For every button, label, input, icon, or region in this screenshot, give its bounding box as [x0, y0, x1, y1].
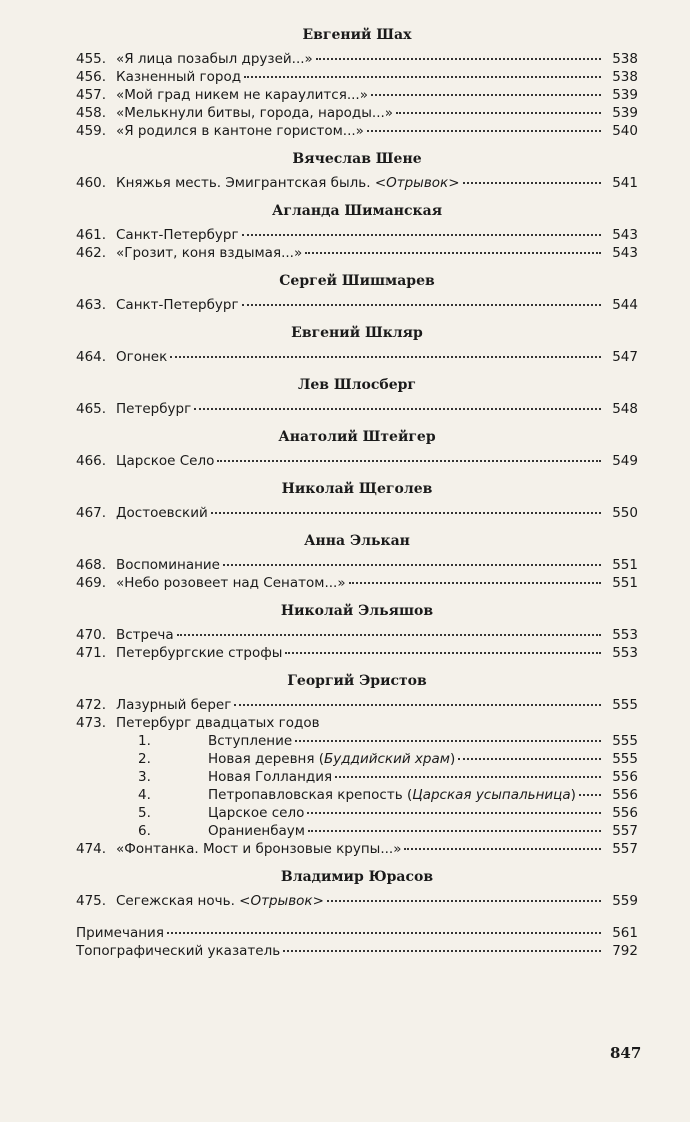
entry-number: 1.	[138, 733, 151, 749]
author-heading: Владимир Юрасов	[280, 869, 434, 885]
entry-number: 468.	[76, 557, 107, 573]
entry-page: 551	[612, 557, 638, 573]
toc-entry	[76, 296, 638, 314]
dot-leader	[579, 794, 601, 796]
entry-title	[116, 556, 220, 574]
entry-title	[116, 104, 393, 122]
entry-title-text: Вступление	[208, 733, 293, 749]
dot-leader	[217, 460, 601, 462]
dot-leader	[308, 830, 601, 832]
dot-leader	[244, 76, 601, 78]
author-heading: Николай Щеголев	[281, 481, 433, 497]
dot-leader	[367, 130, 601, 132]
entry-page: 556	[612, 805, 638, 821]
entry-page: 543	[612, 227, 638, 243]
dot-leader	[305, 252, 601, 254]
entry-title	[116, 644, 282, 662]
entry-title-text: «Я родился в кантоне гористом...»	[116, 123, 364, 139]
entry-page: 550	[612, 505, 638, 521]
dot-leader	[223, 564, 601, 566]
entry-number: 456.	[76, 69, 107, 85]
dot-leader	[285, 652, 601, 654]
entry-page: 544	[612, 297, 638, 313]
entry-title	[116, 50, 313, 68]
entry-page: 540	[612, 123, 638, 139]
entry-title-italic: Буддийский храм	[324, 751, 450, 767]
toc-subentry	[76, 804, 638, 822]
entry-page: 551	[612, 575, 638, 591]
toc-entry	[76, 50, 638, 68]
toc-entry	[76, 452, 638, 470]
entry-number: 466.	[76, 453, 107, 469]
entry-title-text: Воспоминание	[116, 557, 220, 573]
toc-entry	[76, 174, 638, 192]
entry-number: 460.	[76, 175, 107, 191]
entry-title	[116, 174, 460, 192]
entry-title-text: «Я лица позабыл друзей...»	[116, 51, 313, 67]
entry-page: 557	[612, 841, 638, 857]
entry-title	[116, 504, 208, 522]
entry-title-text: Петербург	[116, 401, 192, 417]
toc-entry	[76, 626, 638, 644]
entry-title-text: Княжья месть. Эмигрантская быль.	[116, 175, 371, 191]
entry-number: 473.	[76, 715, 107, 731]
entry-title-text: Царское село	[208, 805, 305, 821]
entry-title-text: Казненный город	[116, 69, 242, 85]
entry-title-text: «Фонтанка. Мост и бронзовые крупы...»	[116, 841, 402, 857]
entry-number: 467.	[76, 505, 107, 521]
dot-leader	[349, 582, 601, 584]
entry-page: 561	[612, 925, 638, 941]
entry-title-text: Новая Голландия	[208, 769, 333, 785]
entry-title-italic: <Отрывок>	[374, 175, 460, 191]
entry-page: 556	[612, 787, 638, 803]
entry-number: 472.	[76, 697, 107, 713]
entry-title	[76, 924, 164, 942]
entry-number: 464.	[76, 349, 107, 365]
entry-title	[208, 786, 576, 804]
toc-entry	[76, 714, 638, 732]
entry-title-text: «Небо розовеет над Сенатом...»	[116, 575, 346, 591]
entry-title	[116, 574, 346, 592]
entry-title-text: Встреча	[116, 627, 174, 643]
entry-title	[116, 244, 302, 262]
dot-leader	[316, 58, 601, 60]
entry-number: 457.	[76, 87, 107, 103]
toc-entry	[76, 86, 638, 104]
entry-title	[116, 68, 241, 86]
entry-title-text: Достоевский	[116, 505, 208, 521]
author-heading: Анатолий Штейгер	[278, 429, 436, 445]
entry-page: 543	[612, 245, 638, 261]
toc-entry	[76, 942, 638, 960]
dot-leader	[371, 94, 601, 96]
author-heading: Евгений Шах	[302, 27, 412, 43]
toc-entry	[76, 924, 638, 942]
toc-entry	[76, 556, 638, 574]
entry-title-text: «Грозит, коня вздымая...»	[116, 245, 303, 261]
entry-number: 459.	[76, 123, 107, 139]
entry-title	[116, 226, 239, 244]
entry-title-text: Новая деревня (	[208, 751, 325, 767]
entry-title	[116, 296, 239, 314]
dot-leader	[283, 950, 601, 952]
author-heading: Вячеслав Шене	[292, 151, 422, 167]
entry-title-italic: <Отрывок>	[239, 893, 324, 909]
entry-title-suffix: )	[449, 751, 456, 767]
entry-number: 465.	[76, 401, 107, 417]
dot-leader	[170, 356, 601, 358]
entry-title	[208, 750, 455, 768]
author-heading: Анна Элькан	[304, 533, 410, 549]
entry-title	[116, 714, 320, 732]
dot-leader	[307, 812, 601, 814]
toc-entry	[76, 226, 638, 244]
toc-entry	[76, 840, 638, 858]
toc-subentry	[76, 768, 638, 786]
entry-title-text: Примечания	[76, 925, 164, 941]
entry-title-text: «Мелькнули битвы, города, народы...»	[116, 105, 394, 121]
author-heading: Георгий Эристов	[287, 673, 427, 689]
entry-page: 541	[612, 175, 638, 191]
dot-leader	[404, 848, 601, 850]
toc-entry	[76, 892, 638, 910]
entry-title	[116, 452, 214, 470]
toc-entry	[76, 244, 638, 262]
toc-entry	[76, 644, 638, 662]
entry-number: 5.	[138, 805, 151, 821]
entry-page: 539	[612, 87, 638, 103]
entry-title	[116, 122, 364, 140]
entry-title-text: Санкт-Петербург	[116, 297, 239, 313]
toc-entry	[76, 574, 638, 592]
entry-title	[116, 696, 231, 714]
entry-title	[116, 626, 174, 644]
entry-title-text: Лазурный берег	[116, 697, 232, 713]
entry-number: 463.	[76, 297, 107, 313]
dot-leader	[396, 112, 601, 114]
entry-title-text: Петербургские строфы	[116, 645, 283, 661]
entry-page: 559	[612, 893, 638, 909]
dot-leader	[177, 634, 601, 636]
page-number: 847	[610, 1044, 642, 1062]
entry-title-text: Огонек	[116, 349, 168, 365]
entry-number: 3.	[138, 769, 151, 785]
entry-number: 462.	[76, 245, 107, 261]
author-heading: Агланда Шиманская	[271, 203, 443, 219]
entry-number: 6.	[138, 823, 151, 839]
entry-number: 461.	[76, 227, 107, 243]
entry-title-text: Петербург двадцатых годов	[116, 715, 320, 731]
entry-number: 458.	[76, 105, 107, 121]
toc-subentry	[76, 750, 638, 768]
entry-number: 470.	[76, 627, 107, 643]
dot-leader	[211, 512, 601, 514]
entry-page: 539	[612, 105, 638, 121]
dot-leader	[242, 304, 601, 306]
entry-page: 792	[612, 943, 638, 959]
toc-subentry	[76, 822, 638, 840]
entry-number: 2.	[138, 751, 151, 767]
entry-title-suffix: )	[570, 787, 576, 803]
entry-title-text: Топографический указатель	[76, 943, 281, 959]
toc-entry	[76, 104, 638, 122]
entry-page: 553	[612, 645, 638, 661]
entry-page: 549	[612, 453, 638, 469]
entry-number: 4.	[138, 787, 151, 803]
entry-title	[116, 400, 191, 418]
toc-entry	[76, 122, 638, 140]
entry-title	[208, 768, 332, 786]
entry-title	[116, 840, 401, 858]
dot-leader	[335, 776, 601, 778]
entry-title-text: Санкт-Петербург	[116, 227, 239, 243]
entry-page: 553	[612, 627, 638, 643]
entry-number: 471.	[76, 645, 107, 661]
entry-title-text: Царское Село	[116, 453, 215, 469]
entry-title-text: «Мой град никем не караулится...»	[116, 87, 368, 103]
entry-page: 555	[612, 733, 638, 749]
entry-page: 555	[612, 697, 638, 713]
table-of-contents	[76, 26, 638, 960]
entry-page: 557	[612, 823, 638, 839]
toc-entry	[76, 68, 638, 86]
entry-title	[208, 804, 304, 822]
toc-subentry	[76, 786, 638, 804]
entry-page: 555	[612, 751, 638, 767]
dot-leader	[167, 932, 601, 934]
dot-leader	[242, 234, 601, 236]
entry-page: 547	[612, 349, 638, 365]
entry-number: 474.	[76, 841, 107, 857]
author-heading: Евгений Шкляр	[291, 325, 423, 341]
entry-title	[76, 942, 280, 960]
entry-title-italic: Царская усыпальница	[412, 787, 571, 803]
author-heading: Лев Шлосберг	[298, 377, 416, 393]
entry-title	[208, 732, 292, 750]
entry-title-text: Сегежская ночь.	[116, 893, 235, 909]
toc-entry	[76, 400, 638, 418]
entry-title-text: Петропавловская крепость (	[208, 787, 413, 803]
toc-entry	[76, 348, 638, 366]
dot-leader	[295, 740, 601, 742]
entry-title	[208, 822, 305, 840]
entry-title	[116, 86, 368, 104]
dot-leader	[463, 182, 601, 184]
toc-subentry	[76, 732, 638, 750]
toc-entry	[76, 696, 638, 714]
dot-leader	[234, 704, 601, 706]
entry-title	[116, 348, 167, 366]
entry-number: 469.	[76, 575, 107, 591]
dot-leader	[458, 758, 601, 760]
entry-page: 556	[612, 769, 638, 785]
toc-entry	[76, 504, 638, 522]
entry-number: 475.	[76, 893, 107, 909]
dot-leader	[327, 900, 601, 902]
author-heading: Сергей Шишмарев	[279, 273, 435, 289]
entry-page: 548	[612, 401, 638, 417]
entry-number: 455.	[76, 51, 107, 67]
entry-title	[116, 892, 324, 910]
entry-page: 538	[612, 51, 638, 67]
dot-leader	[194, 408, 601, 410]
entry-page: 538	[612, 69, 638, 85]
author-heading: Николай Эльяшов	[280, 603, 434, 619]
entry-title-text: Ораниенбаум	[208, 823, 305, 839]
